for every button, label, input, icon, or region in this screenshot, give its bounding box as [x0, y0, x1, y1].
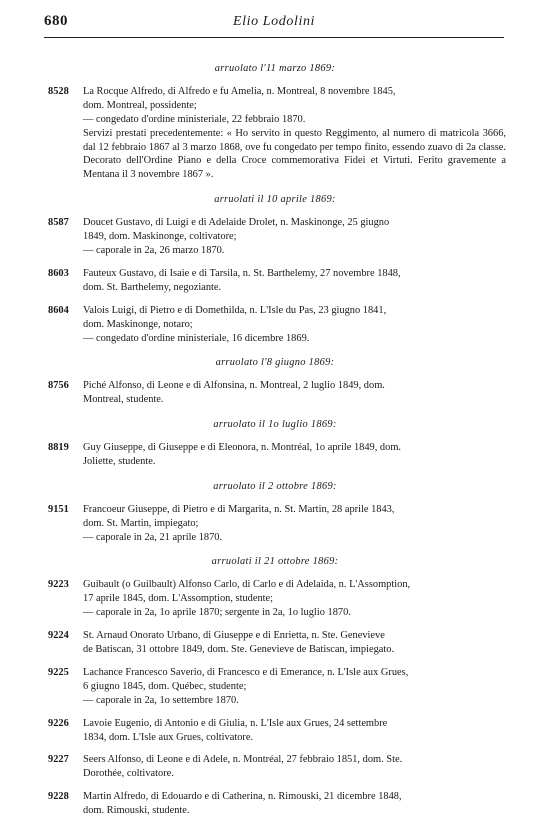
- register-entry: [44, 753, 506, 781]
- matricola-number: 8603: [48, 267, 69, 279]
- section-heading: arruolato l'8 giugno 1869:: [215, 357, 335, 369]
- entry-line: Valois Luigi, di Pietro e di Domethilda, n. L'Isle du Pas, 23 giugno 1841,: [83, 304, 387, 316]
- section-heading: arruolato il 2 ottobre 1869:: [213, 480, 337, 492]
- entry-line: dom. St. Martin, impiegato;: [83, 517, 199, 529]
- register-body: [44, 62, 506, 827]
- register-entry: [44, 304, 506, 346]
- entry-line: — congedato d'ordine ministeriale, 22 febbraio 1870.: [83, 113, 306, 125]
- entry-line: dom. Rimouski, studente.: [83, 805, 190, 817]
- entry-line: — caporale in 2a, 21 aprile 1870.: [83, 531, 223, 543]
- entry-line: La Rocque Alfredo, di Alfredo e fu Amelia, n. Montreal, 8 novembre 1845,: [83, 85, 396, 97]
- entry-line: Guibault (o Guilbault) Alfonso Carlo, di Carlo e di Adelaida, n. L'Assomption,: [83, 579, 411, 591]
- entry-line: de Batiscan, 31 ottobre 1849, dom. Ste. Genevieve de Batiscan, impiegato.: [83, 644, 395, 655]
- register-entry: [44, 503, 506, 545]
- register-entry: [44, 441, 506, 469]
- entry-line: — congedato d'ordine ministeriale, 16 dicembre 1869.: [83, 332, 310, 344]
- register-entry: [44, 267, 506, 295]
- entry-line: Lavoie Eugenio, di Antonio e di Giulia, n. L'Isle aux Grues, 24 settembre: [83, 717, 388, 729]
- running-head: Elio Lodolini: [232, 14, 316, 29]
- entry-line: Dorothée, coltivatore.: [83, 768, 174, 780]
- entry-line: dom. Montreal, possidente;: [83, 99, 197, 111]
- entry-line: Doucet Gustavo, di Luigi e di Adelaide Drolet, n. Maskinonge, 25 giugno: [83, 217, 390, 229]
- register-entry: [44, 717, 506, 745]
- entry-line: 1834, dom. L'Isle aux Grues, coltivatore.: [83, 731, 254, 743]
- entry-line: dom. St. Barthelemy, negoziante.: [83, 281, 222, 293]
- matricola-number: 9226: [48, 717, 69, 729]
- entry-line: Francoeur Giuseppe, di Pietro e di Margarita, n. St. Martin, 28 aprile 1843,: [83, 503, 395, 515]
- matricola-number: 9225: [48, 666, 69, 678]
- entry-line: Montreal, studente.: [83, 394, 164, 406]
- entry-line: — caporale in 2a, 1o aprile 1870; sergente in 2a, 1o luglio 1870.: [83, 607, 351, 619]
- entry-line: Fauteux Gustavo, di Isaie e di Tarsila, n. St. Barthelemy, 27 novembre 1848,: [83, 267, 401, 279]
- section-heading: arruolato l'11 marzo 1869:: [214, 63, 336, 74]
- register-entry: [44, 666, 506, 708]
- register-entry: [44, 85, 506, 182]
- matricola-number: 8819: [48, 442, 69, 454]
- service-note: Servizi prestati precedentemente: « Ho servito in questo Reggimento, al numero di matricola 3666, dal 12 febbraio 1867 al 3 marzo 1868, ove fu congedato per tempo finito, essendo zuavo di 2a classe. Decorato dell'Ordine Piano e della Croce commemorativa Fidei et Virtuti. Ferito gravemente a Mentana il 3 novembre 1867 ».: [83, 127, 506, 181]
- matricola-number: 8587: [48, 217, 69, 229]
- page-number: 680: [44, 13, 68, 29]
- entry-line: 1849, dom. Maskinonge, coltivatore;: [83, 231, 237, 243]
- register-entry: [44, 216, 506, 258]
- section-heading: arruolato il 1o luglio 1869:: [213, 419, 337, 431]
- entry-line: Piché Alfonso, di Leone e di Alfonsina, n. Montreal, 2 luglio 1849, dom.: [83, 380, 385, 392]
- section-heading: arruolati il 21 ottobre 1869:: [211, 556, 339, 568]
- register-entry: [44, 578, 506, 620]
- matricola-number: 9227: [48, 754, 69, 766]
- matricola-number: 8756: [48, 380, 69, 392]
- entry-line: 17 aprile 1845, dom. L'Assomption, studente;: [83, 593, 274, 605]
- entry-line: — caporale in 2a, 26 marzo 1870.: [83, 244, 225, 256]
- matricola-number: 9224: [48, 630, 69, 642]
- register-entry: [44, 790, 506, 818]
- register-entry: [44, 629, 506, 657]
- matricola-number: 9223: [48, 579, 69, 591]
- matricola-number: 9228: [48, 791, 69, 803]
- entry-line: — caporale in 2a, 1o settembre 1870.: [83, 694, 239, 706]
- entry-line: Seers Alfonso, di Leone e di Adele, n. Montréal, 27 febbraio 1851, dom. Ste.: [83, 754, 403, 766]
- matricola-number: 8528: [48, 85, 69, 97]
- register-entry: [44, 379, 506, 407]
- header-rule: [44, 37, 504, 38]
- entry-line: 6 giugno 1845, dom. Québec, studente;: [83, 680, 247, 692]
- matricola-number: 8604: [48, 304, 69, 316]
- entry-line: dom. Maskinonge, notaro;: [83, 318, 193, 330]
- section-heading: arruolati il 10 aprile 1869:: [214, 194, 336, 206]
- entry-line: Martin Alfredo, di Edouardo e di Catherina, n. Rimouski, 21 dicembre 1848,: [83, 791, 402, 803]
- matricola-number: 9151: [48, 503, 69, 515]
- entry-line: Joliette, studente.: [83, 455, 156, 467]
- entry-line: Guy Giuseppe, di Giuseppe e di Eleonora, n. Montréal, 1o aprile 1849, dom.: [83, 442, 401, 454]
- entry-line: St. Arnaud Onorato Urbano, di Giuseppe e di Enrietta, n. Ste. Genevieve: [83, 630, 385, 642]
- entry-line: Lachance Francesco Saverio, di Francesco e di Emerance, n. L'Isle aux Grues,: [83, 666, 409, 678]
- page-header: [44, 13, 504, 37]
